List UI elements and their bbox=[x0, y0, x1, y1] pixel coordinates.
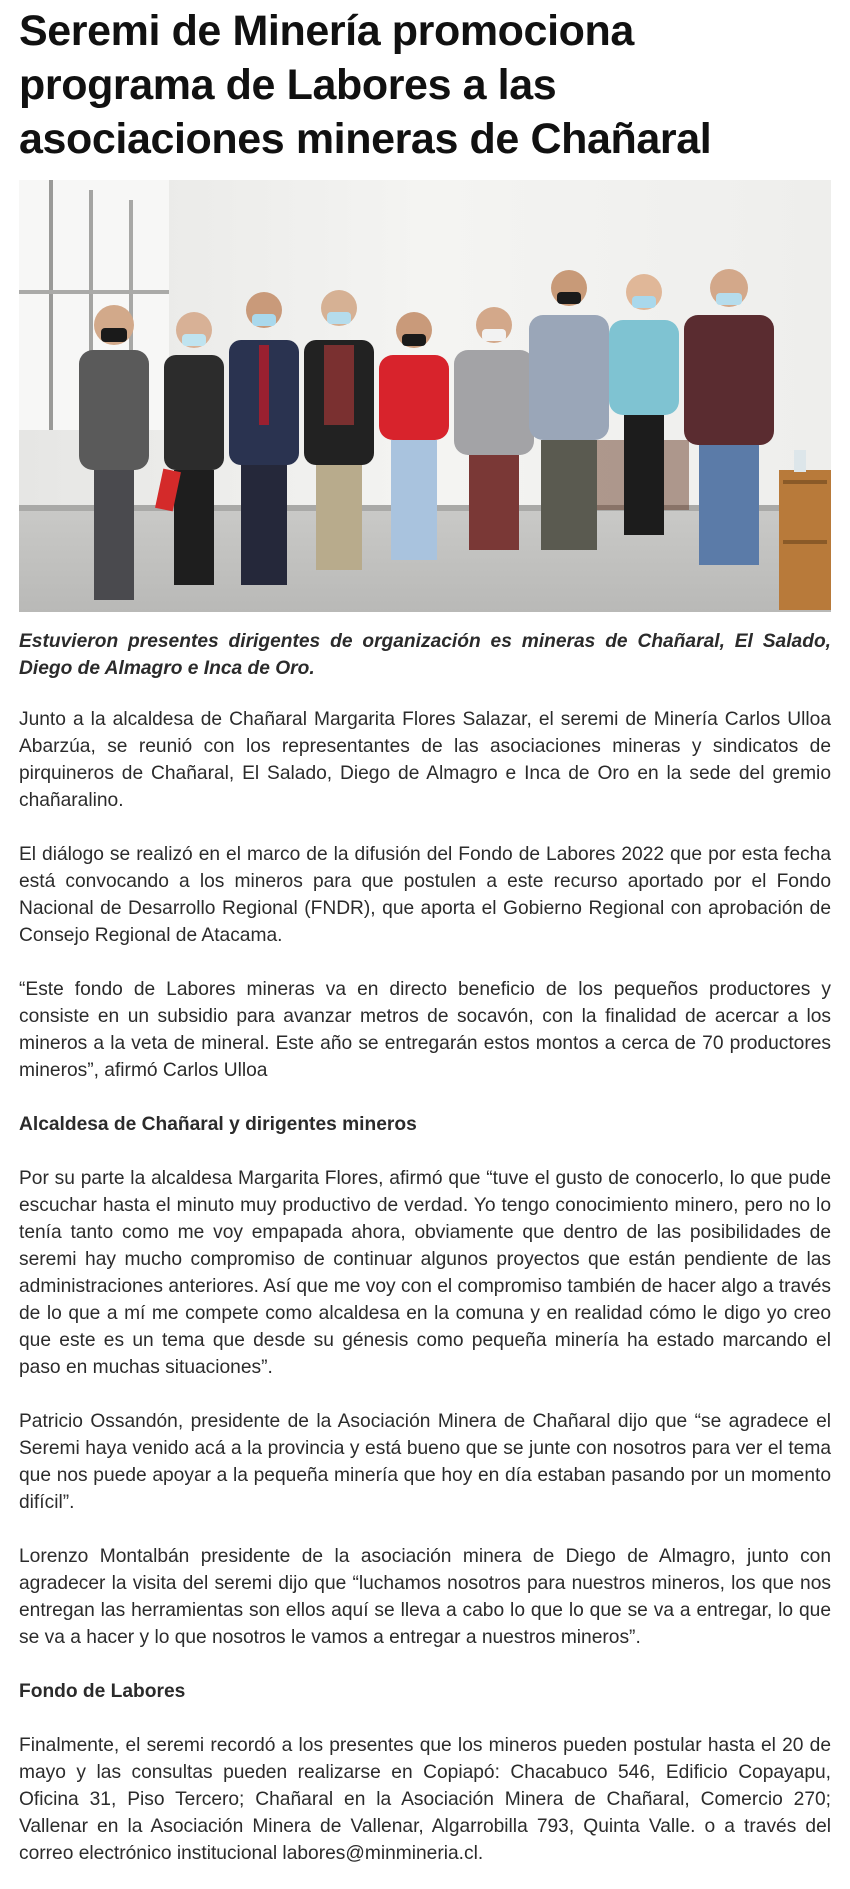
article-headline: Seremi de Minería promociona programa de Labores a las asociaciones mineras de Chañaral bbox=[19, 7, 712, 163]
paragraph-ossandon: Patricio Ossandón, presidente de la Asociación Minera de Chañaral dijo que “se agradece el Seremi haya venido acá a la provincia y está bueno que se junte con nosotros para ver el tema que nos puede apoyar a la pequeña minería que hoy en día estaban pasando por un momento difícil”. bbox=[19, 1411, 831, 1513]
subhead-fondo-labores: Fondo de Labores bbox=[19, 1681, 186, 1702]
paragraph-dialogo: El diálogo se realizó en el marco de la difusión del Fondo de Labores 2022 que por esta fecha está convocando a los mineros para que postulen a este recurso aportado por el Fondo Nacional de Desarrollo Regional (FNDR), que aporta el Gobierno Regional con aprobación de Consejo Regional de Atacama. bbox=[19, 844, 831, 946]
paragraph-intro: Junto a la alcaldesa de Chañaral Margarita Flores Salazar, el seremi de Minería Carlos Ulloa Abarzúa, se reunió con los representantes de las asociaciones mineras y sindicatos de pirquineros de Chañaral, El Salado, Diego de Almagro e Inca de Oro en la sede del gremio chañaralino. bbox=[19, 709, 831, 811]
news-article bbox=[19, 0, 831, 1867]
subhead-alcaldesa: Alcaldesa de Chañaral y dirigentes mineros bbox=[19, 1114, 417, 1135]
paragraph-alcaldesa: Por su parte la alcaldesa Margarita Flores, afirmó que “tuve el gusto de conocerlo, lo que pude escuchar hasta el minuto muy productivo de verdad. Yo tengo conocimiento minero, pero no lo tenía tanto como me voy empapada ahora, obviamente que dentro de las posibilidades de seremi hay mucho compromiso de continuar algunos proyectos que están pendiente de las administraciones anteriores. Así que me voy con el compromiso también de hacer algo a través de lo que a mí me compete como alcaldesa en la comuna y en realidad cómo le digo yo creo que este es un tema que desde su génesis como pequeña minería ha estado marcando el paso en muchas situaciones”. bbox=[19, 1168, 831, 1378]
photo-caption: Estuvieron presentes dirigentes de organización es mineras de Chañaral, El Salado, Diego de Almagro e Inca de Oro. bbox=[19, 631, 831, 679]
paragraph-finalmente: Finalmente, el seremi recordó a los presentes que los mineros pueden postular hasta el 20 de mayo y las consultas pueden realizarse en Copiapó: Chacabuco 546, Edificio Copayapu, Oficina 31, Piso Tercero; Chañaral en la Asociación Minera de Chañaral, Comercio 270; Vallenar en la Asociación Minera de Vallenar, Algarrobilla 793, Quinta Valle. o a través del correo electrónico institucional labores@minmineria.cl. bbox=[19, 1735, 831, 1864]
paragraph-quote-ulloa: “Este fondo de Labores mineras va en directo beneficio de los pequeños productores y consiste en un subsidio para avanzar metros de socavón, con la finalidad de acercar a los mineros a la veta de mineral. Este año se entregarán estos montos a cerca de 70 productores mineros”, afirmó Carlos Ulloa bbox=[19, 979, 831, 1081]
paragraph-montalban: Lorenzo Montalbán presidente de la asociación minera de Diego de Almagro, junto con agradecer la visita del seremi dijo que “luchamos nosotros para nuestros mineros, los que nos entregan las herramientas son ellos aquí se lleva a cabo lo que lo que se va a entregar, lo que se va a hacer y lo que nosotros le vamos a entregar a nuestros mineros”. bbox=[19, 1546, 831, 1648]
article-photo bbox=[19, 180, 831, 612]
